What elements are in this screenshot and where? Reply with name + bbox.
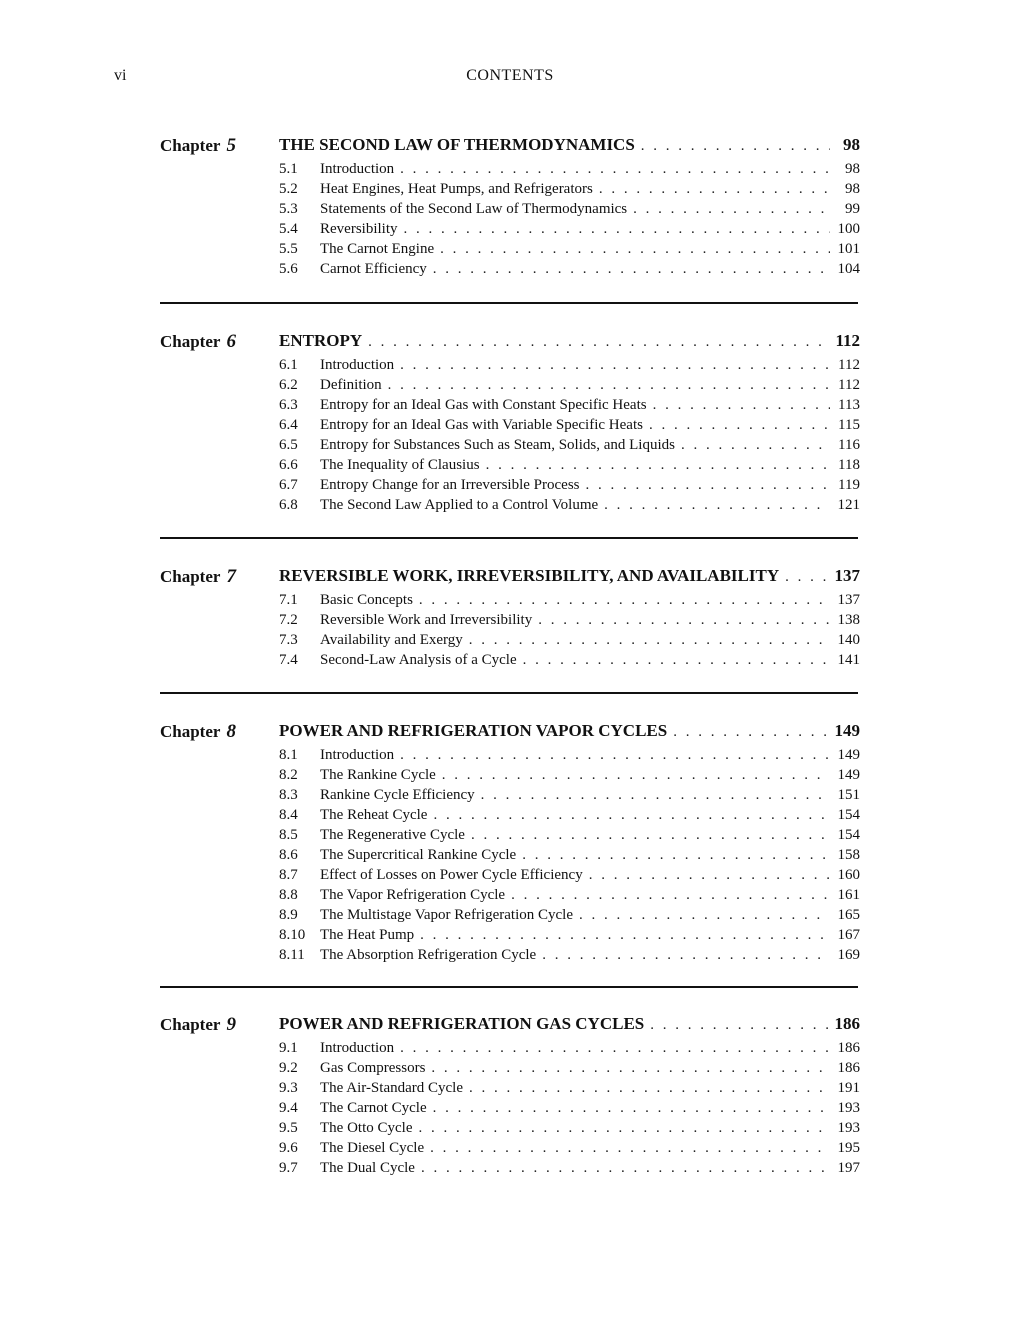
- section-number: 6.1: [279, 357, 298, 373]
- section-page: 197: [837, 1160, 860, 1176]
- toc-entry[interactable]: [279, 161, 860, 181]
- section-title: The Heat Pump: [320, 927, 415, 943]
- section-list: [279, 1040, 860, 1180]
- toc-entry[interactable]: [279, 397, 860, 417]
- dot-leader: [523, 652, 830, 669]
- section-page: 169: [837, 947, 860, 963]
- chapter-number: 6: [226, 331, 236, 352]
- chapter-page: 112: [835, 331, 860, 350]
- chapter-divider: [160, 986, 858, 988]
- chapter-title-row[interactable]: [279, 1014, 860, 1036]
- section-page: 160: [837, 867, 860, 883]
- toc-entry[interactable]: [279, 417, 860, 437]
- section-title: The Inequality of Clausius: [320, 457, 480, 473]
- section-list: [279, 747, 860, 967]
- section-page: 138: [837, 612, 860, 628]
- section-title: Basic Concepts: [320, 592, 413, 608]
- dot-leader: [486, 457, 830, 474]
- section-page: 112: [838, 377, 860, 393]
- dot-leader: [400, 161, 830, 178]
- section-page: 186: [837, 1060, 860, 1076]
- dot-leader: [469, 1080, 830, 1097]
- toc-entry[interactable]: [279, 221, 860, 241]
- dot-leader: [431, 1060, 830, 1077]
- section-page: 193: [837, 1100, 860, 1116]
- dot-leader: [785, 569, 828, 586]
- chapter-word: Chapter: [160, 332, 221, 351]
- section-page: 115: [838, 417, 860, 433]
- dot-leader: [388, 377, 830, 394]
- toc-entry[interactable]: [279, 847, 860, 867]
- section-number: 6.5: [279, 437, 298, 453]
- section-number: 5.2: [279, 181, 298, 197]
- section-page: 151: [837, 787, 860, 803]
- section-number: 6.6: [279, 457, 298, 473]
- section-number: 8.9: [279, 907, 298, 923]
- section-number: 7.1: [279, 592, 298, 608]
- section-title: The Regenerative Cycle: [320, 827, 465, 843]
- toc-entry[interactable]: [279, 241, 860, 261]
- chapter-title: ENTROPY: [279, 331, 363, 350]
- chapter-number: 8: [226, 721, 236, 742]
- section-title: Entropy Change for an Irreversible Process: [320, 477, 580, 493]
- toc-entry[interactable]: [279, 592, 860, 612]
- chapter-title-row[interactable]: [279, 331, 860, 353]
- section-number: 6.8: [279, 497, 298, 513]
- chapter-number: 7: [226, 566, 236, 587]
- dot-leader: [673, 724, 828, 741]
- toc-entry[interactable]: [279, 767, 860, 787]
- section-title: The Diesel Cycle: [320, 1140, 425, 1156]
- dot-leader: [421, 1160, 830, 1177]
- dot-leader: [433, 261, 830, 278]
- dot-leader: [471, 827, 830, 844]
- chapter-word: Chapter: [160, 722, 221, 741]
- dot-leader: [433, 807, 830, 824]
- toc-entry[interactable]: [279, 612, 860, 632]
- chapter-divider: [160, 692, 858, 694]
- chapter-title-row[interactable]: [279, 721, 860, 743]
- toc-entry[interactable]: [279, 1120, 860, 1140]
- section-title: Entropy for an Ideal Gas with Variable Specific Heats: [320, 417, 643, 433]
- section-number: 6.4: [279, 417, 298, 433]
- chapter-label: [160, 1014, 236, 1036]
- toc-entry[interactable]: [279, 477, 860, 497]
- section-number: 5.5: [279, 241, 298, 257]
- toc-entry[interactable]: [279, 827, 860, 847]
- section-title: The Carnot Cycle: [320, 1100, 427, 1116]
- dot-leader: [400, 357, 830, 374]
- section-page: 195: [837, 1140, 860, 1156]
- section-page: 165: [837, 907, 860, 923]
- section-title: Gas Compressors: [320, 1060, 426, 1076]
- dot-leader: [400, 747, 830, 764]
- dot-leader: [404, 221, 831, 238]
- toc-entry[interactable]: [279, 1060, 860, 1080]
- section-number: 9.6: [279, 1140, 298, 1156]
- toc-entry[interactable]: [279, 357, 860, 377]
- section-page: 186: [837, 1040, 860, 1056]
- chapter-label: [160, 135, 236, 157]
- section-page: 99: [845, 201, 860, 217]
- chapter-number: 9: [226, 1014, 236, 1035]
- section-title: The Supercritical Rankine Cycle: [320, 847, 517, 863]
- chapter-page: 137: [834, 566, 860, 585]
- section-list: [279, 161, 860, 281]
- section-page: 98: [845, 161, 860, 177]
- dot-leader: [418, 1120, 830, 1137]
- toc-entry[interactable]: [279, 457, 860, 477]
- dot-leader: [522, 847, 830, 864]
- section-title: Reversible Work and Irreversibility: [320, 612, 533, 628]
- page-folio: vi: [114, 67, 127, 84]
- section-title: The Second Law Applied to a Control Volume: [320, 497, 599, 513]
- section-title: Introduction: [320, 161, 395, 177]
- section-number: 5.6: [279, 261, 298, 277]
- section-title: Reversibility: [320, 221, 398, 237]
- section-number: 5.1: [279, 161, 298, 177]
- chapter-page: 98: [843, 135, 860, 154]
- section-title: The Absorption Refrigeration Cycle: [320, 947, 537, 963]
- section-title: Introduction: [320, 357, 395, 373]
- dot-leader: [633, 201, 830, 218]
- section-title: Introduction: [320, 1040, 395, 1056]
- toc-entry[interactable]: [279, 377, 860, 397]
- section-number: 7.4: [279, 652, 298, 668]
- running-title: CONTENTS: [466, 67, 554, 84]
- dot-leader: [511, 887, 830, 904]
- section-title: Definition: [320, 377, 382, 393]
- section-page: 137: [837, 592, 860, 608]
- dot-leader: [469, 632, 830, 649]
- section-title: The Reheat Cycle: [320, 807, 428, 823]
- chapter-divider: [160, 537, 858, 539]
- section-number: 8.11: [279, 947, 305, 963]
- section-title: The Dual Cycle: [320, 1160, 415, 1176]
- section-page: 112: [838, 357, 860, 373]
- section-page: 149: [837, 767, 860, 783]
- section-page: 100: [837, 221, 860, 237]
- chapter-title: POWER AND REFRIGERATION VAPOR CYCLES: [279, 721, 668, 740]
- toc-entry[interactable]: [279, 887, 860, 907]
- section-title: The Vapor Refrigeration Cycle: [320, 887, 506, 903]
- dot-leader: [420, 927, 830, 944]
- chapter-number: 5: [226, 135, 236, 156]
- section-page: 104: [837, 261, 860, 277]
- section-number: 8.7: [279, 867, 298, 883]
- chapter-label: [160, 331, 236, 353]
- section-number: 8.2: [279, 767, 298, 783]
- toc-entry[interactable]: [279, 947, 860, 967]
- dot-leader: [599, 181, 830, 198]
- chapter-word: Chapter: [160, 1015, 221, 1034]
- section-page: 154: [837, 827, 860, 843]
- section-number: 9.7: [279, 1160, 298, 1176]
- dot-leader: [579, 907, 830, 924]
- chapter-label: [160, 721, 236, 743]
- dot-leader: [433, 1100, 830, 1117]
- toc-entry[interactable]: [279, 907, 860, 927]
- dot-leader: [538, 612, 830, 629]
- chapter-label: [160, 566, 236, 588]
- section-page: 154: [837, 807, 860, 823]
- section-title: Second-Law Analysis of a Cycle: [320, 652, 517, 668]
- section-number: 9.4: [279, 1100, 298, 1116]
- toc-entry[interactable]: [279, 1140, 860, 1160]
- section-number: 8.1: [279, 747, 298, 763]
- section-title: Entropy for Substances Such as Steam, Solids, and Liquids: [320, 437, 675, 453]
- section-title: The Multistage Vapor Refrigeration Cycle: [320, 907, 573, 923]
- section-title: Entropy for an Ideal Gas with Constant Specific Heats: [320, 397, 647, 413]
- section-page: 121: [837, 497, 860, 513]
- section-title: The Carnot Engine: [320, 241, 435, 257]
- dot-leader: [368, 334, 829, 351]
- toc-entry[interactable]: [279, 787, 860, 807]
- dot-leader: [604, 497, 830, 514]
- section-page: 116: [838, 437, 860, 453]
- dot-leader: [400, 1040, 830, 1057]
- section-page: 158: [837, 847, 860, 863]
- section-number: 5.3: [279, 201, 298, 217]
- dot-leader: [442, 767, 830, 784]
- section-page: 98: [845, 181, 860, 197]
- section-number: 8.5: [279, 827, 298, 843]
- section-title: Introduction: [320, 747, 395, 763]
- toc-entry[interactable]: [279, 632, 860, 652]
- dot-leader: [481, 787, 830, 804]
- section-number: 9.2: [279, 1060, 298, 1076]
- dot-leader: [649, 417, 830, 434]
- chapter-title: REVERSIBLE WORK, IRREVERSIBILITY, AND AVAILABILITY: [279, 566, 780, 585]
- section-page: 193: [837, 1120, 860, 1136]
- section-number: 8.3: [279, 787, 298, 803]
- chapter-page: 149: [834, 721, 860, 740]
- section-number: 6.2: [279, 377, 298, 393]
- section-title: Statements of the Second Law of Thermodynamics: [320, 201, 628, 217]
- toc-entry[interactable]: [279, 1040, 860, 1060]
- section-number: 9.1: [279, 1040, 298, 1056]
- toc-entry[interactable]: [279, 181, 860, 201]
- chapter-title-row[interactable]: [279, 566, 860, 588]
- section-page: 149: [837, 747, 860, 763]
- section-page: 191: [837, 1080, 860, 1096]
- section-title: The Air-Standard Cycle: [320, 1080, 463, 1096]
- toc-entry[interactable]: [279, 1080, 860, 1100]
- section-title: Availability and Exergy: [320, 632, 463, 648]
- section-title: Effect of Losses on Power Cycle Efficiency: [320, 867, 583, 883]
- dot-leader: [641, 138, 830, 155]
- chapter-word: Chapter: [160, 136, 221, 155]
- section-title: Rankine Cycle Efficiency: [320, 787, 475, 803]
- toc-entry[interactable]: [279, 1160, 860, 1180]
- section-title: Carnot Efficiency: [320, 261, 427, 277]
- section-page: 167: [837, 927, 860, 943]
- toc-entry[interactable]: [279, 1100, 860, 1120]
- chapter-title-row[interactable]: [279, 135, 860, 157]
- chapter-word: Chapter: [160, 567, 221, 586]
- section-title: Heat Engines, Heat Pumps, and Refrigerators: [320, 181, 593, 197]
- toc-entry[interactable]: [279, 652, 860, 672]
- section-number: 8.8: [279, 887, 298, 903]
- toc-entry[interactable]: [279, 201, 860, 221]
- dot-leader: [650, 1017, 828, 1034]
- section-title: The Rankine Cycle: [320, 767, 436, 783]
- section-number: 6.3: [279, 397, 298, 413]
- section-page: 113: [838, 397, 860, 413]
- chapter-divider: [160, 302, 858, 304]
- section-number: 9.5: [279, 1120, 298, 1136]
- toc-entry[interactable]: [279, 497, 860, 517]
- chapter-title: THE SECOND LAW OF THERMODYNAMICS: [279, 135, 635, 154]
- dot-leader: [419, 592, 830, 609]
- chapter-title: POWER AND REFRIGERATION GAS CYCLES: [279, 1014, 645, 1033]
- page-header: [0, 67, 1020, 91]
- section-title: The Otto Cycle: [320, 1120, 413, 1136]
- section-page: 118: [838, 457, 860, 473]
- section-number: 5.4: [279, 221, 298, 237]
- dot-leader: [542, 947, 830, 964]
- section-page: 140: [837, 632, 860, 648]
- toc-entry[interactable]: [279, 867, 860, 887]
- toc-entry[interactable]: [279, 437, 860, 457]
- dot-leader: [589, 867, 830, 884]
- toc-entry[interactable]: [279, 927, 860, 947]
- toc-entry[interactable]: [279, 261, 860, 281]
- section-page: 141: [837, 652, 860, 668]
- section-number: 8.10: [279, 927, 306, 943]
- chapter-page: 186: [834, 1014, 860, 1033]
- section-number: 8.6: [279, 847, 298, 863]
- section-number: 8.4: [279, 807, 298, 823]
- dot-leader: [440, 241, 830, 258]
- section-page: 161: [837, 887, 860, 903]
- dot-leader: [653, 397, 830, 414]
- section-number: 7.3: [279, 632, 298, 648]
- section-number: 7.2: [279, 612, 298, 628]
- dot-leader: [681, 437, 830, 454]
- section-list: [279, 592, 860, 672]
- section-number: 6.7: [279, 477, 298, 493]
- dot-leader: [430, 1140, 830, 1157]
- toc-entry[interactable]: [279, 747, 860, 767]
- section-page: 119: [838, 477, 860, 493]
- dot-leader: [586, 477, 831, 494]
- section-number: 9.3: [279, 1080, 298, 1096]
- section-page: 101: [837, 241, 860, 257]
- section-list: [279, 357, 860, 517]
- toc-entry[interactable]: [279, 807, 860, 827]
